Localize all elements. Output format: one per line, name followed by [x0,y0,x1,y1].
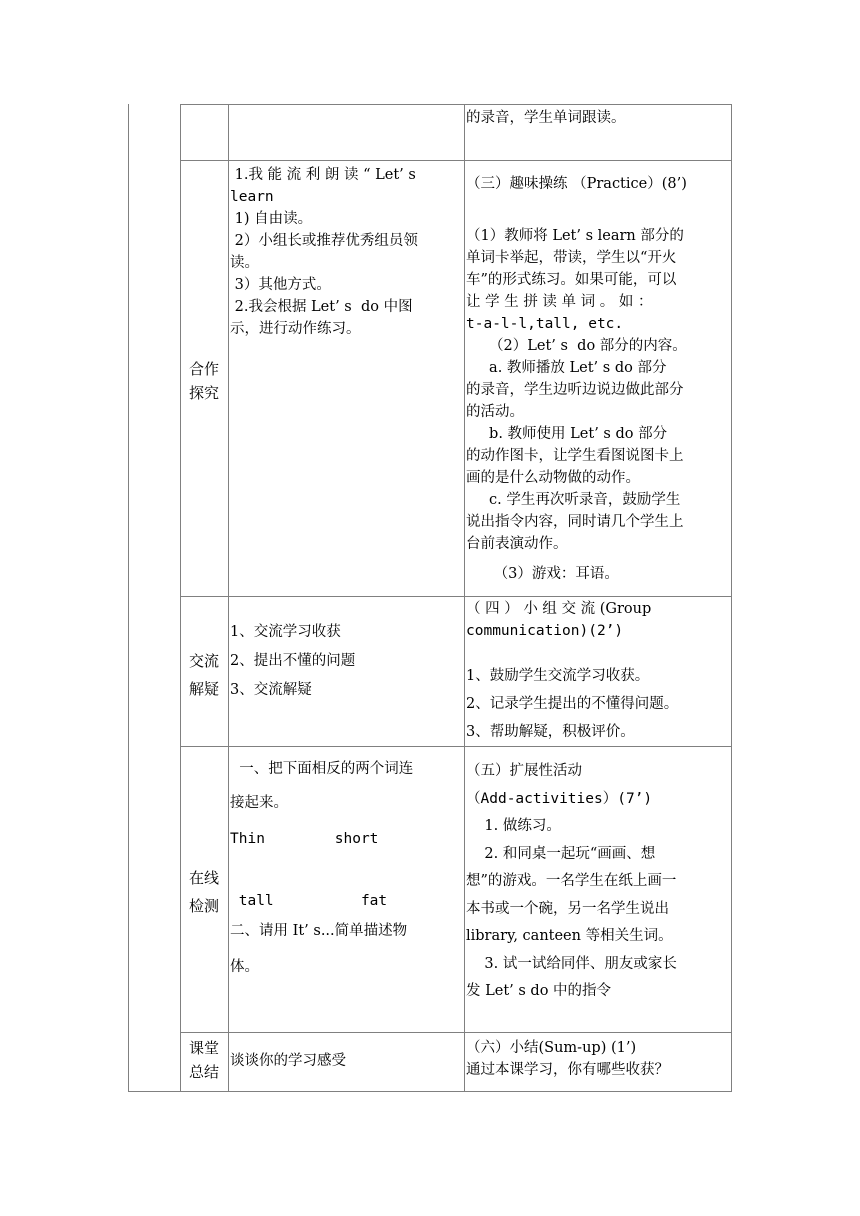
row-divider-3 [180,746,732,747]
table-border-bottom [128,1091,732,1092]
stage-label-line: 在线 [188,869,219,887]
table-border-col1 [180,104,181,1092]
text-line: 读。 [230,255,259,271]
table-border-col2 [228,104,229,1092]
text-line: library, canteen 等相关生词。 [466,928,673,944]
text-line: 1) 自由读。 [230,211,313,227]
text-line: 二、请用 It’ s...简单描述物 [230,923,408,939]
text-line: 车”的形式练习。如果可能，可以 [466,272,677,288]
text-line: 的动作图卡，让学生看图说图卡上 [466,448,684,464]
student-activity-zaixian [230,758,464,978]
text-line: 发 Let’ s do 中的指令 [466,983,612,999]
text-line: 画的是什么动物做的动作。 [466,470,640,486]
stage-label-zongjie [182,1036,226,1084]
stage-label-line: 交流 [188,652,219,670]
text-line: 说出指令内容，同时请几个学生上 [466,514,684,530]
text-line: c. 学生再次听录音，鼓励学生 [466,492,681,508]
text-line: 的录音，学生单词跟读。 [466,110,626,126]
text-line: b. 教师使用 Let’ s do 部分 [466,426,668,442]
teacher-activity-zaixian [466,758,730,1006]
stage-label-line: 课堂 [188,1039,219,1057]
stage-label-line: 解疑 [188,680,219,698]
text-line: （1）教师将 Let’ s learn 部分的 [466,228,684,244]
text-line: （六）小结(Sum-up) (1’) [466,1040,637,1056]
text-line: learn [230,189,274,205]
text-line: 3、交流解疑 [230,682,312,698]
text-line: 2）小组长或推荐优秀组员领 [230,233,418,249]
text-line: 3、帮助解疑，积极评价。 [466,724,635,740]
text-line: tall fat [230,893,388,909]
table-border-top [180,104,732,105]
text-line: 想”的游戏。一名学生在纸上画一 [466,873,677,889]
text-line: 让 学 生 拼 读 单 词 。 如 ： [466,294,653,310]
text-line: 1、鼓励学生交流学习收获。 [466,668,650,684]
stage-label-zaixian [182,864,226,920]
teacher-activity-hezuo [466,173,730,585]
stage-label-line: 检测 [188,897,219,915]
stage-label-hezuo [182,357,226,405]
text-line: （五）扩展性活动 [466,763,582,779]
text-line: 2、记录学生提出的不懂得问题。 [466,696,679,712]
student-activity-jiaoliu [230,618,464,705]
text-line: 2.我会根据 Let’ s do 中图 [230,299,413,315]
text-line: 示，进行动作练习。 [230,321,361,337]
text-line: 的活动。 [466,404,524,420]
text-line: 3. 试一试给同伴、朋友或家长 [466,955,677,972]
text-line: communication)(2’) [466,623,624,639]
text-line: 2. 和同桌一起玩“画画、想 [466,845,656,862]
teacher-activity-continued [466,107,730,129]
text-line: 台前表演动作。 [466,536,568,552]
stage-label-line: 探究 [188,384,219,402]
row-divider-4 [180,1032,732,1033]
row-divider-2 [180,596,732,597]
text-line: 一、把下面相反的两个词连 [230,761,414,777]
teacher-activity-zongjie [466,1037,730,1081]
text-line: （三）趣味操练 （Practice）(8’) [466,176,687,192]
text-line: （Add-activities）(7’) [466,790,653,807]
table-border-left [128,104,129,1092]
text-line: （ 四 ） 小 组 交 流 (Group [466,601,652,617]
table-border-col3 [464,104,465,1092]
text-line: （2）Let’ s do 部分的内容。 [466,338,687,354]
text-line: 本书或一个碗，另一名学生说出 [466,900,669,917]
text-line: 1、交流学习收获 [230,624,341,640]
text-line: 通过本课学习，你有哪些收获？ [466,1062,669,1078]
row-divider-1 [180,160,732,161]
text-line: a. 教师播放 Let’ s do 部分 [466,360,667,376]
student-activity-zongjie [230,1050,464,1072]
text-line: （3）游戏：耳语。 [466,566,619,582]
student-activity-hezuo [230,164,464,340]
text-line [466,195,730,225]
text-line: 的录音，学生边听边说边做此部分 [466,382,684,398]
stage-label-line: 合作 [188,360,219,378]
text-line: 接起来。 [230,795,288,811]
text-line: 单词卡举起，带读，学生以“开火 [466,250,677,266]
text-line: 1.我 能 流 利 朗 读 “ Let’ s [230,167,416,183]
table-border-right [731,104,732,1092]
stage-label-line: 总结 [188,1063,219,1081]
teacher-activity-jiaoliu [466,598,730,746]
text-line: t-a-l-l,tall, etc. [466,316,624,332]
text-line: 谈谈你的学习感受 [230,1053,346,1069]
text-line: 2、提出不懂的问题 [230,653,356,669]
text-line [466,642,730,662]
text-line: 1. 做练习。 [466,818,561,834]
text-line: 3）其他方式。 [230,277,331,293]
text-line: 体。 [230,959,259,975]
stage-label-jiaoliu [182,647,226,703]
text-line: Thin short [230,831,379,847]
